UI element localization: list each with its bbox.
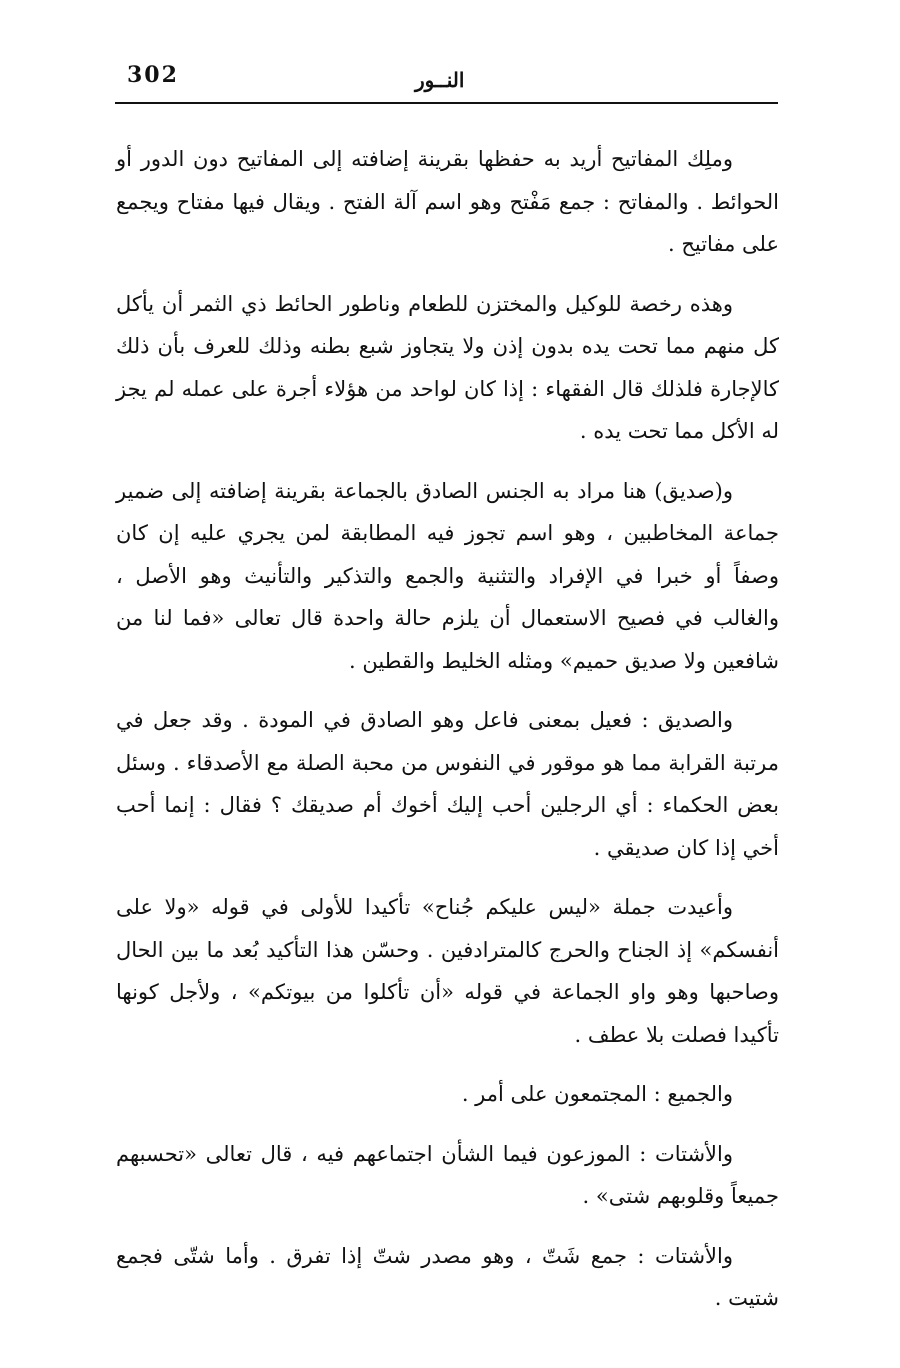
running-title: النــور bbox=[415, 68, 465, 92]
paragraph-keys: وملِك المفاتيح أريد به حفظها بقرينة إضافته إلى المفاتيح دون الدور أو الحوائط . والمفاتح : جمع مَفْتح وهو اسم آلة الفتح . ويقال فيها مفتاح ويجمع على مفاتيح . bbox=[116, 147, 779, 256]
page-number: 302 bbox=[127, 62, 179, 88]
page-header bbox=[115, 58, 778, 104]
paragraph-ashtat: والأشتات : الموزعون فيما الشأن اجتماعهم فيه ، قال تعالى «تحسبهم جميعاً وقلوبهم شتى» . bbox=[116, 1141, 779, 1208]
paragraph-sadiq: و(صديق) هنا مراد به الجنس الصادق بالجماعة بقرينة إضافته إلى ضمير جماعة المخاطبين ، وهو اسم تجوز فيه المطابقة لمن يجري عليه إن كان وصفاً أو خبرا في الإفراد والتثنية والجمع والتذكير والتأنيث وهو الأصل ، والغالب في فصيح الاستعمال أن يلزم حالة واحدة قال تعالى «فما لنا من شافعين ولا صديق حميم» ومثله الخليط والقطين . bbox=[116, 478, 779, 673]
paragraph-junah: وأعيدت جملة «ليس عليكم جُناح» تأكيدا للأولى في قوله «ولا على أنفسكم» إذ الجناح والحرج كالمترادفين . وحسّن هذا التأكيد بُعد ما بين الحال وصاحبها وهو واو الجماعة في قوله «أن تأكلوا من بيوتكم» ، ولأجل كونها تأكيدا فصلت بلا عطف . bbox=[116, 895, 779, 1047]
body-text bbox=[116, 138, 779, 1337]
paragraph-jami: والجميع : المجتمعون على أمر . bbox=[461, 1082, 733, 1106]
paragraph-friend-meaning: والصديق : فعيل بمعنى فاعل وهو الصادق في المودة . وقد جعل في مرتبة القرابة مما هو موقور في النفوس من محبة الصلة مع الأصدقاء . وسئل بعض الحكماء : أي الرجلين أحب إليك أخوك أم صديقك ؟ فقال : إنما أحب أخي إذا كان صديقي . bbox=[116, 708, 779, 860]
paragraph-ashtat-plural: والأشتات : جمع شَتّ ، وهو مصدر شتّ إذا تفرق . وأما شتّى فجمع شتيت . bbox=[116, 1243, 779, 1310]
paragraph-permission: وهذه رخصة للوكيل والمختزن للطعام وناطور الحائط ذي الثمر أن يأكل كل منهم مما تحت يده بدون إذن ولا يتجاوز شبع بطنه وذلك للعرف بأن ذلك كالإجارة فلذلك قال الفقهاء : إذا كان لواحد من هؤلاء أجرة على عمله لم يجز له الأكل مما تحت يده . bbox=[116, 291, 779, 443]
